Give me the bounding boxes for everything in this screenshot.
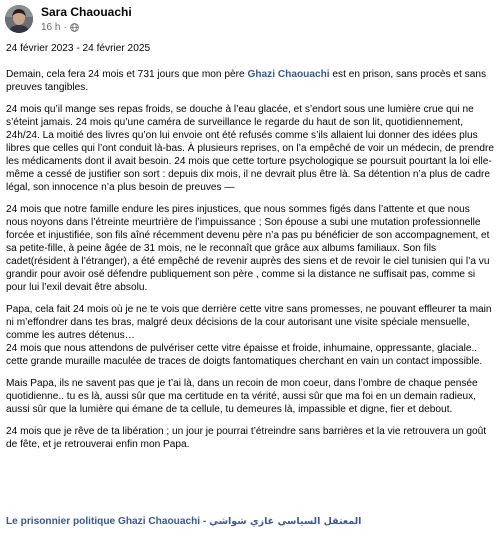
globe-icon [70,23,79,32]
hashtag-ar[interactable]: المعتقل السياسي غازي شواشي [209,516,362,527]
hashtag-separator: - [200,516,210,527]
post-header [0,0,500,38]
avatar-image [5,5,33,33]
author-name[interactable]: Sara Chaouachi [41,5,132,19]
paragraph-1-text-end: est en prison, sans procès et sans preuves tangibles. [6,69,487,93]
meta-separator: · [63,22,67,33]
paragraph-4: Papa, cela fait 24 mois où je ne te vois que derrière cette vitre sans promesses, ne pouvant effleurer ta main ni m’effondrer dans tes bras, malgré deux décisions de la cour autorisant une visite spéciale mensuelle, comme les autres détenus… [6,304,492,341]
post-time[interactable]: 16 h [41,22,61,33]
hashtag-link[interactable] [6,516,361,527]
paragraph-1 [6,68,494,94]
paragraph-6: Mais Papa, ils ne savent pas que je t’ai là, dans un recoin de mon coeur, dans l’ombre de chaque pensée quotidienne.. tu es là, aussi sûr que ma certitude en ta vérité, aussi sûr que ma foi en un demain radieux, aussi sûr que la lumière qui émane de ta cellule, tu demeures là, impassible et digne, fier et debout. [6,378,478,415]
tagged-name-link[interactable]: Ghazi Chaouachi [247,69,330,80]
avatar[interactable] [5,5,33,33]
paragraph-2: 24 mois qu’il mange ses repas froids, se douche à l’eau glacée, et s’endort sous une lumière crue qui ne s’éteint jamais. 24 mois qu’une caméra de surveillance le regarde du haut de son lit, quotidiennement, 24h/24. La moitié des livres qu’on lui envoie ont été refusés comme s’ils allaient lui donner des idées plus libres que celles qui l’ont conduit là-bas. À plusieurs reprises, on l’a empêché de voir un médecin, de prendre les médicaments dont il avait besoin. 24 mois que cette torture psychologique se poursuit pourtant la loi elle-même a cessé de justifier son sort : depuis dix mois, il ne devrait plus être là. Sa détention n’a plus de cadre légal, son innocence n’a plus besoin de preuves — [6,104,494,193]
paragraph-5: 24 mois que nous attendons de pulvériser cette vitre épaisse et froide, inhumaine, oppressante, glaciale.. cette grande muraille maculée de traces de doigts fantomatiques cherchant en vain un contact impossible. [6,343,483,367]
paragraph-7: 24 mois que je rêve de ta libération ; un jour je pourrai t’étreindre sans barrières et la vie retrouvera un goût de fête, et je retrouverai enfin mon Papa. [6,426,487,450]
date-range: 24 février 2023 - 24 février 2025 [6,43,151,54]
hashtag-fr[interactable]: Le prisonnier politique Ghazi Chaouachi [6,516,201,527]
post-meta [41,22,79,33]
paragraph-3: 24 mois que notre famille endure les pires injustices, que nous sommes figés dans l’attente et que nous nous noyons dans l’étreinte meurtrière de l’impuissance ; Son épouse a subi une mutation professionnelle forcée et injustifiée, son fils aîné récemment devenu père n’a pas pu bénéficier de son accompagnement, et sa petite-fille, à peine âgée de 31 mois, ne le reconnaît que grâce aux albums familiaux. Son fils cadet(résident à l’étranger), a été empêché de revenir auprès des siens et de revoir le ciel tunisien qui l’a vu grandir pour avoir osé défendre publiquement son père , comme si la distance ne suffisait pas, comme si pour lui l’exil devait être absolu. [6,204,490,293]
post-text [6,42,494,451]
paragraph-1-text: Demain, cela fera 24 mois et 731 jours que mon père [6,69,248,80]
